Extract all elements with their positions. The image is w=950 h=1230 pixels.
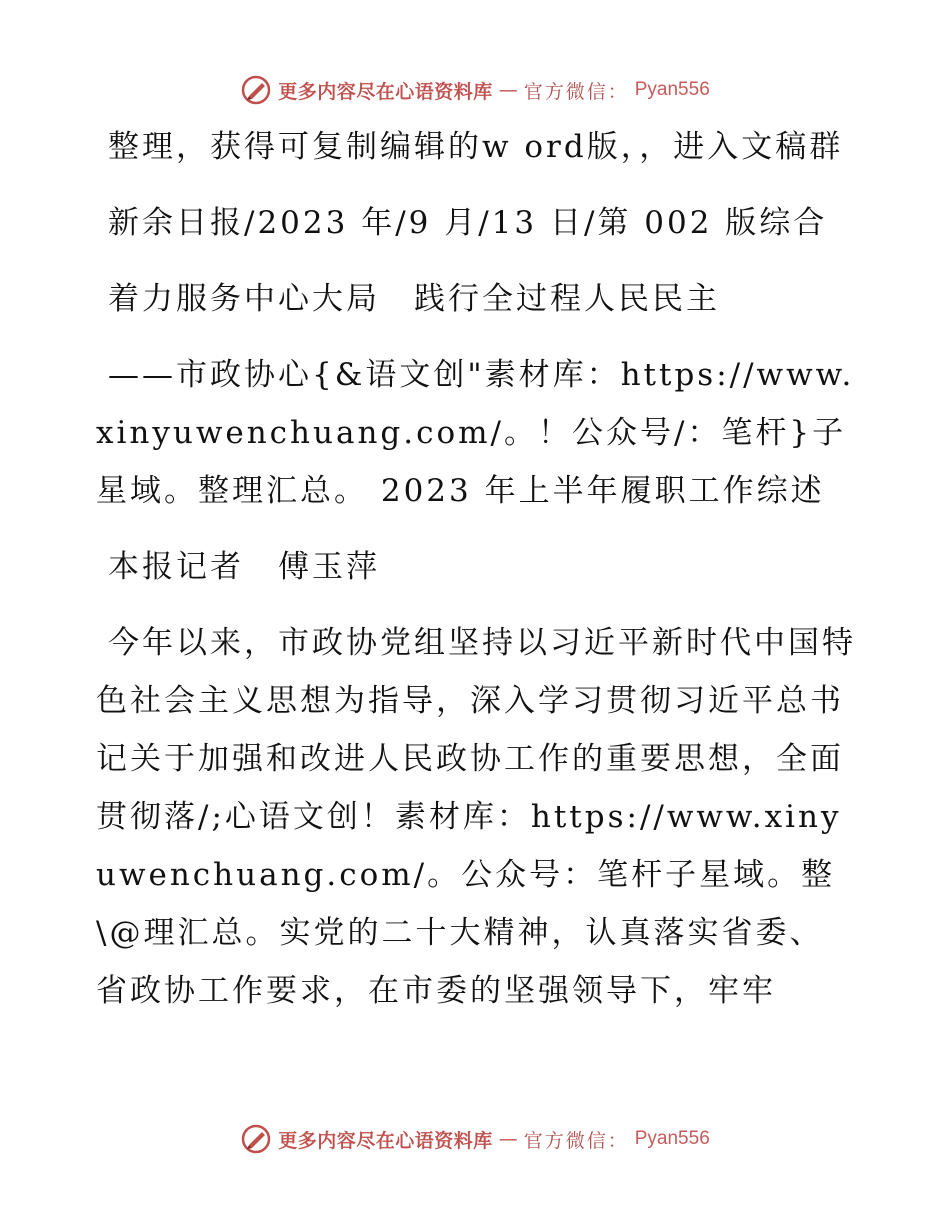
banner-dash: — bbox=[498, 1128, 518, 1150]
banner-brand-text: 更多内容尽在心语资料库 bbox=[278, 80, 493, 103]
headline: 着力服务中心大局 践行全过程人民民主 bbox=[108, 281, 720, 317]
brand-logo-icon bbox=[240, 1123, 272, 1155]
byline: 本报记者 傅玉萍 bbox=[108, 549, 380, 585]
banner-official-label: 官方微信： bbox=[523, 1129, 629, 1152]
dateline: 新余日报/2023 年/9 月/13 日/第 002 版综合 bbox=[108, 205, 828, 241]
body-paragraph: 今年以来，市政协党组坚持以习近平新时代中国特色社会主义思想为指导，深入学习贯彻习近平总书记关于加强和改进人民政协工作的重要思想，全面贯彻落/;心语文创！素材库：https://www.xinyuwenchuang.com/。公众号：笔杆子星域。整\@理汇总。实党的二十大精神，认真落实省委、省政协工作要求，在市委的坚强领导下，牢牢 bbox=[96, 625, 856, 1009]
subheadline: ——市政协心{&语文创"素材库：https://www.xinyuwenchuang.com/。！公众号/：笔杆}子星域。整理汇总。 2023 年上半年履职工作综述 bbox=[96, 357, 855, 509]
banner-brand-text: 更多内容尽在心语资料库 bbox=[278, 1129, 493, 1152]
banner-wechat-id: Pyan556 bbox=[634, 79, 710, 100]
intro-line: 整理，获得可复制编辑的w ord版，，进入文稿群 bbox=[108, 129, 844, 165]
banner-wechat-id: Pyan556 bbox=[634, 1128, 710, 1149]
header-banner bbox=[0, 70, 950, 110]
banner-official-label: 官方微信： bbox=[523, 80, 629, 103]
document-body bbox=[96, 118, 856, 1020]
brand-logo-icon bbox=[240, 74, 272, 106]
banner-dash: — bbox=[498, 79, 518, 101]
footer-banner bbox=[0, 1119, 950, 1159]
